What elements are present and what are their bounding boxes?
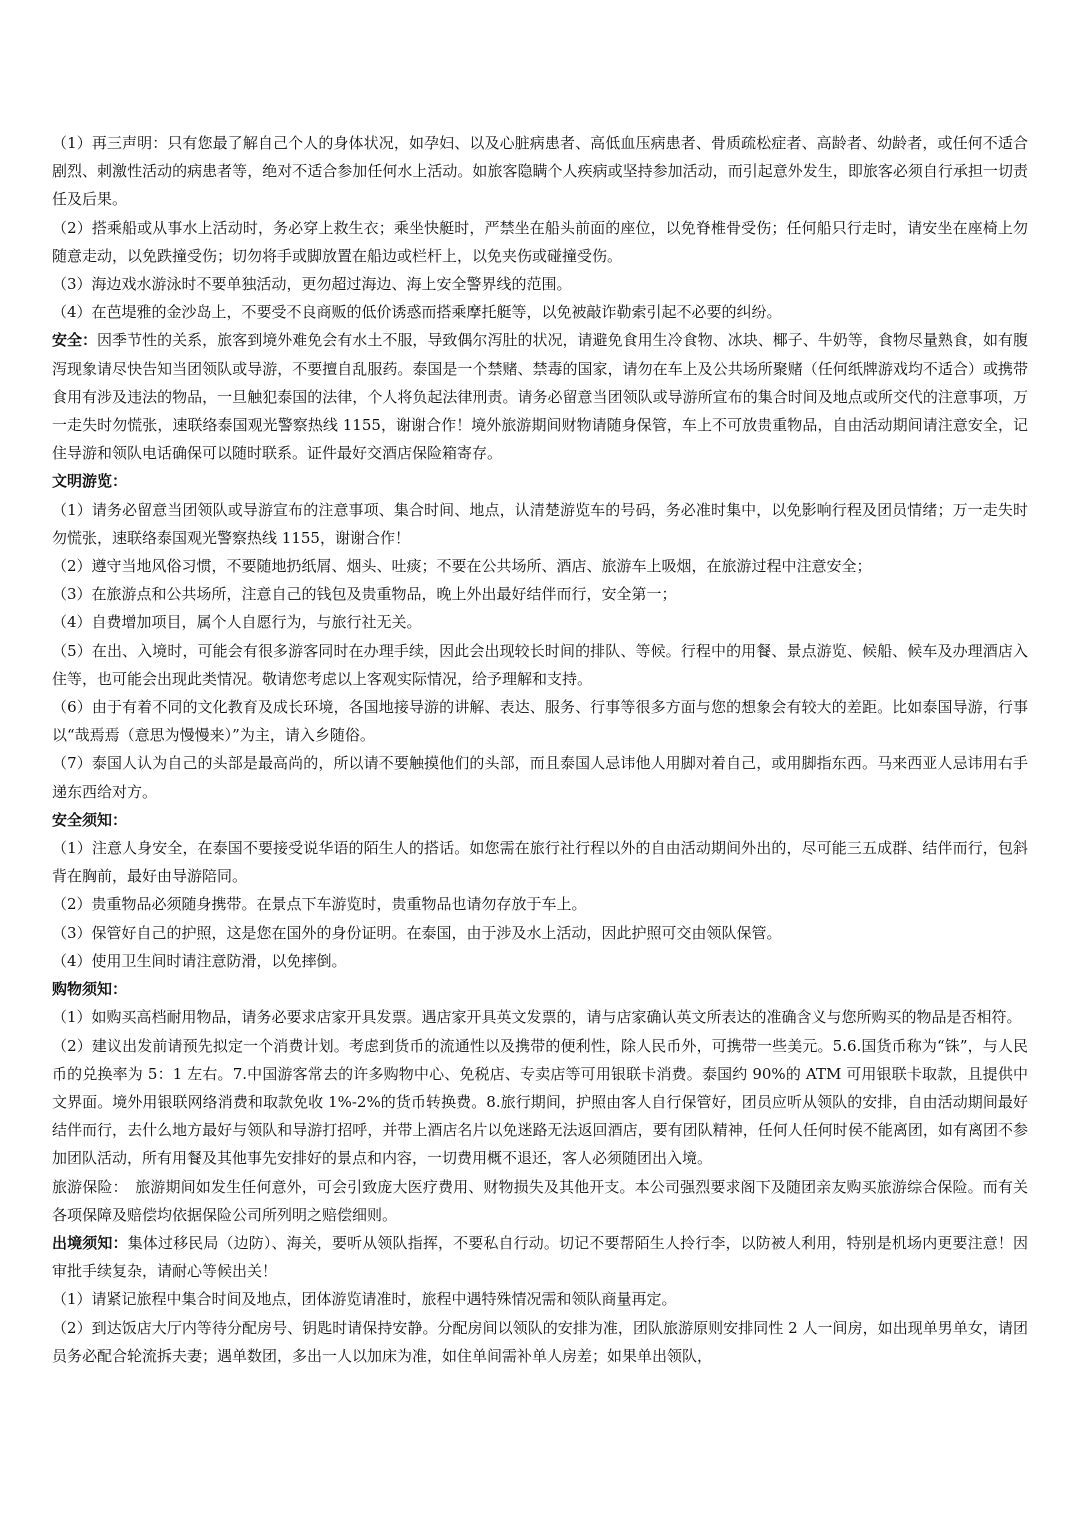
heading-shopping-notice: 购物须知： (52, 980, 128, 999)
heading-civilized-tour: 文明游览： (52, 472, 128, 491)
paragraph-safety-notice-4: （4）使用卫生间时请注意防滑，以免摔倒。 (52, 951, 347, 970)
paragraph-civilized-2: （2）遵守当地风俗习惯，不要随地扔纸屑、烟头、吐痰；不要在公共场所、酒店、旅游车上吸烟，在旅游过程中注意安全； (52, 557, 872, 576)
paragraph-safety-notice-1: （1）注意人身安全，在泰国不要接受说华语的陌生人的搭话。如您需在旅行社行程以外的自由活动期间外出的，尽可能三五成群、结伴而行，包斜背在胸前，最好由导游陪同。 (52, 839, 1028, 886)
paragraph-civilized-1: （1）请务必留意当团领队或导游宣布的注意事项、集合时间、地点，认清楚游览车的号码，务必准时集中，以免影响行程及团员情绪；万一走失时勿慌张，速联络泰国观光警察热线 1155，谢谢合作！ (52, 500, 1028, 547)
paragraph-civilized-3: （3）在旅游点和公共场所，注意自己的钱包及贵重物品，晚上外出最好结伴而行，安全第一； (52, 585, 677, 604)
paragraph-shopping-2: （2）建议出发前请预先拟定一个消费计划。考虑到货币的流通性以及携带的便利性，除人民币外，可携带一些美元。5.6.国货币称为“铢”，与人民币的兑换率为 5：1 左右。7.中国游客常去的许多购物中心、免税店、专卖店等可用银联卡消费。泰国约 90%的 ATM 可用银联卡取款，且提供中文界面。境外用银联网络消费和取款免收 1%-2%的货币转换费。8.旅行期间，护照由客人自行保管好，团员应听从领队的安排，自由活动期间最好结伴而行，去什么地方最好与领队和导游打招呼，并带上酒店名片以免迷路无法返回酒店，要有团队精神，任何人任何时侯不能离团，如有离团不参加团队活动，所有用餐及其他事先安排好的景点和内容，一切费用概不退还，客人必须随团出入境。 (52, 1036, 1028, 1168)
paragraph-departure-notice: 出境须知：集体过移民局（边防）、海关，要听从领队指挥，不要私自行动。切记不要帮陌生人拎行李，以防被人利用，特别是机场内更要注意！因审批手续复杂，请耐心等候出关！ (52, 1233, 1028, 1281)
paragraph-safety-notice-2: （2）贵重物品必须随身携带。在景点下车游览时，贵重物品也请勿存放于车上。 (52, 895, 587, 914)
paragraph-water-1: （1）再三声明：只有您最了解自己个人的身体状况，如孕妇、以及心脏病患者、高低血压病患者、骨质疏松症者、高龄者、幼龄者，或任何不适合剧烈、刺激性活动的病患者等，绝对不适合参加任何水上活动。如旅客隐瞒个人疾病或坚持参加活动，而引起意外发生，即旅客必须自行承担一切责任及后果。 (52, 134, 1028, 209)
paragraph-shopping-1: （1）如购买高档耐用物品，请务必要求店家开具发票。遇店家开具英文发票的，请与店家确认英文所表达的准确含义与您所购买的物品是否相符。 (52, 1008, 1022, 1027)
paragraph-civilized-5: （5）在出、入境时，可能会有很多游客同时在办理手续，因此会出现较长时间的排队、等候。行程中的用餐、景点游览、候船、候车及办理酒店入住等，也可能会出现此类情况。敬请您考虑以上客观实际情况，给予理解和支持。 (52, 641, 1028, 688)
paragraph-civilized-7: （7）泰国人认为自己的头部是最高尚的，所以请不要触摸他们的头部，而且泰国人忌讳他人用脚对着自己，或用脚指东西。马来西亚人忌讳用右手递东西给对方。 (52, 754, 1028, 801)
paragraph-departure-1: （1）请紧记旅程中集合时间及地点，团体游览请准时，旅程中遇特殊情况需和领队商量再定。 (52, 1290, 677, 1309)
paragraph-safety-notice-3: （3）保管好自己的护照，这是您在国外的身份证明。在泰国，由于涉及水上活动，因此护照可交由领队保管。 (52, 923, 782, 942)
paragraph-water-4: （4）在芭堤雅的金沙岛上，不要受不良商贩的低价诱惑而搭乘摩托艇等，以免被敲诈勒索引起不必要的纠纷。 (52, 303, 782, 322)
heading-safety-notice: 安全须知： (52, 810, 128, 829)
paragraph-civilized-4: （4）自费增加项目，属个人自愿行为，与旅行社无关。 (52, 613, 422, 632)
paragraph-travel-insurance: 旅游保险： 旅游期间如发生任何意外，可会引致庞大医疗费用、财物损失及其他开支。本公司强烈要求阁下及随团亲友购买旅游综合保险。而有关各项保障及赔偿均依据保险公司所列明之赔偿细则。 (52, 1177, 1028, 1224)
paragraph-safety: 安全：因季节性的关系，旅客到境外难免会有水土不服，导致偶尔泻肚的状况，请避免食用生冷食物、冰块、椰子、牛奶等，食物尽量熟食，如有腹泻现象请尽快告知当团领队或导游，不要擅自乱服药。泰国是一个禁赌、禁毒的国家，请勿在车上及公共场所聚赌（任何纸牌游戏均不适合）或携带食用有涉及违法的物品，一旦触犯泰国的法律，个人将负起法律刑责。请务必留意当团领队或导游所宣布的集合时间及地点或所交代的注意事项，万一走失时勿慌张，速联络泰国观光警察热线 1155，谢谢合作！境外旅游期间财物请随身保管，车上不可放贵重物品，自由活动期间请注意安全，记住导游和领队电话确保可以随时联系。证件最好交酒店保险箱寄存。 (52, 331, 1028, 463)
paragraph-departure-2: （2）到达饭店大厅内等待分配房号、钥匙时请保持安静。分配房间以领队的安排为准，团队旅游原则安排同性 2 人一间房，如出现单男单女，请团员务必配合轮流拆夫妻；遇单数团，多出一人以加床为准，如住单间需补单人房差；如果单出领队， (52, 1318, 1028, 1365)
paragraph-water-2: （2）搭乘船或从事水上活动时，务必穿上救生衣；乘坐快艇时，严禁坐在船头前面的座位，以免脊椎骨受伤；任何船只行走时，请安坐在座椅上勿随意走动，以免跌撞受伤；切勿将手或脚放置在船边或栏杆上，以免夹伤或碰撞受伤。 (52, 218, 1028, 265)
paragraph-water-3: （3）海边戏水游泳时不要单独活动，更勿超过海边、海上安全警界线的范围。 (52, 275, 572, 294)
paragraph-civilized-6: （6）由于有着不同的文化教育及成长环境，各国地接导游的讲解、表达、服务、行事等很多方面与您的想象会有较大的差距。比如泰国导游，行事以“哉焉焉（意思为慢慢来）”为主，请入乡随俗。 (52, 698, 1028, 745)
